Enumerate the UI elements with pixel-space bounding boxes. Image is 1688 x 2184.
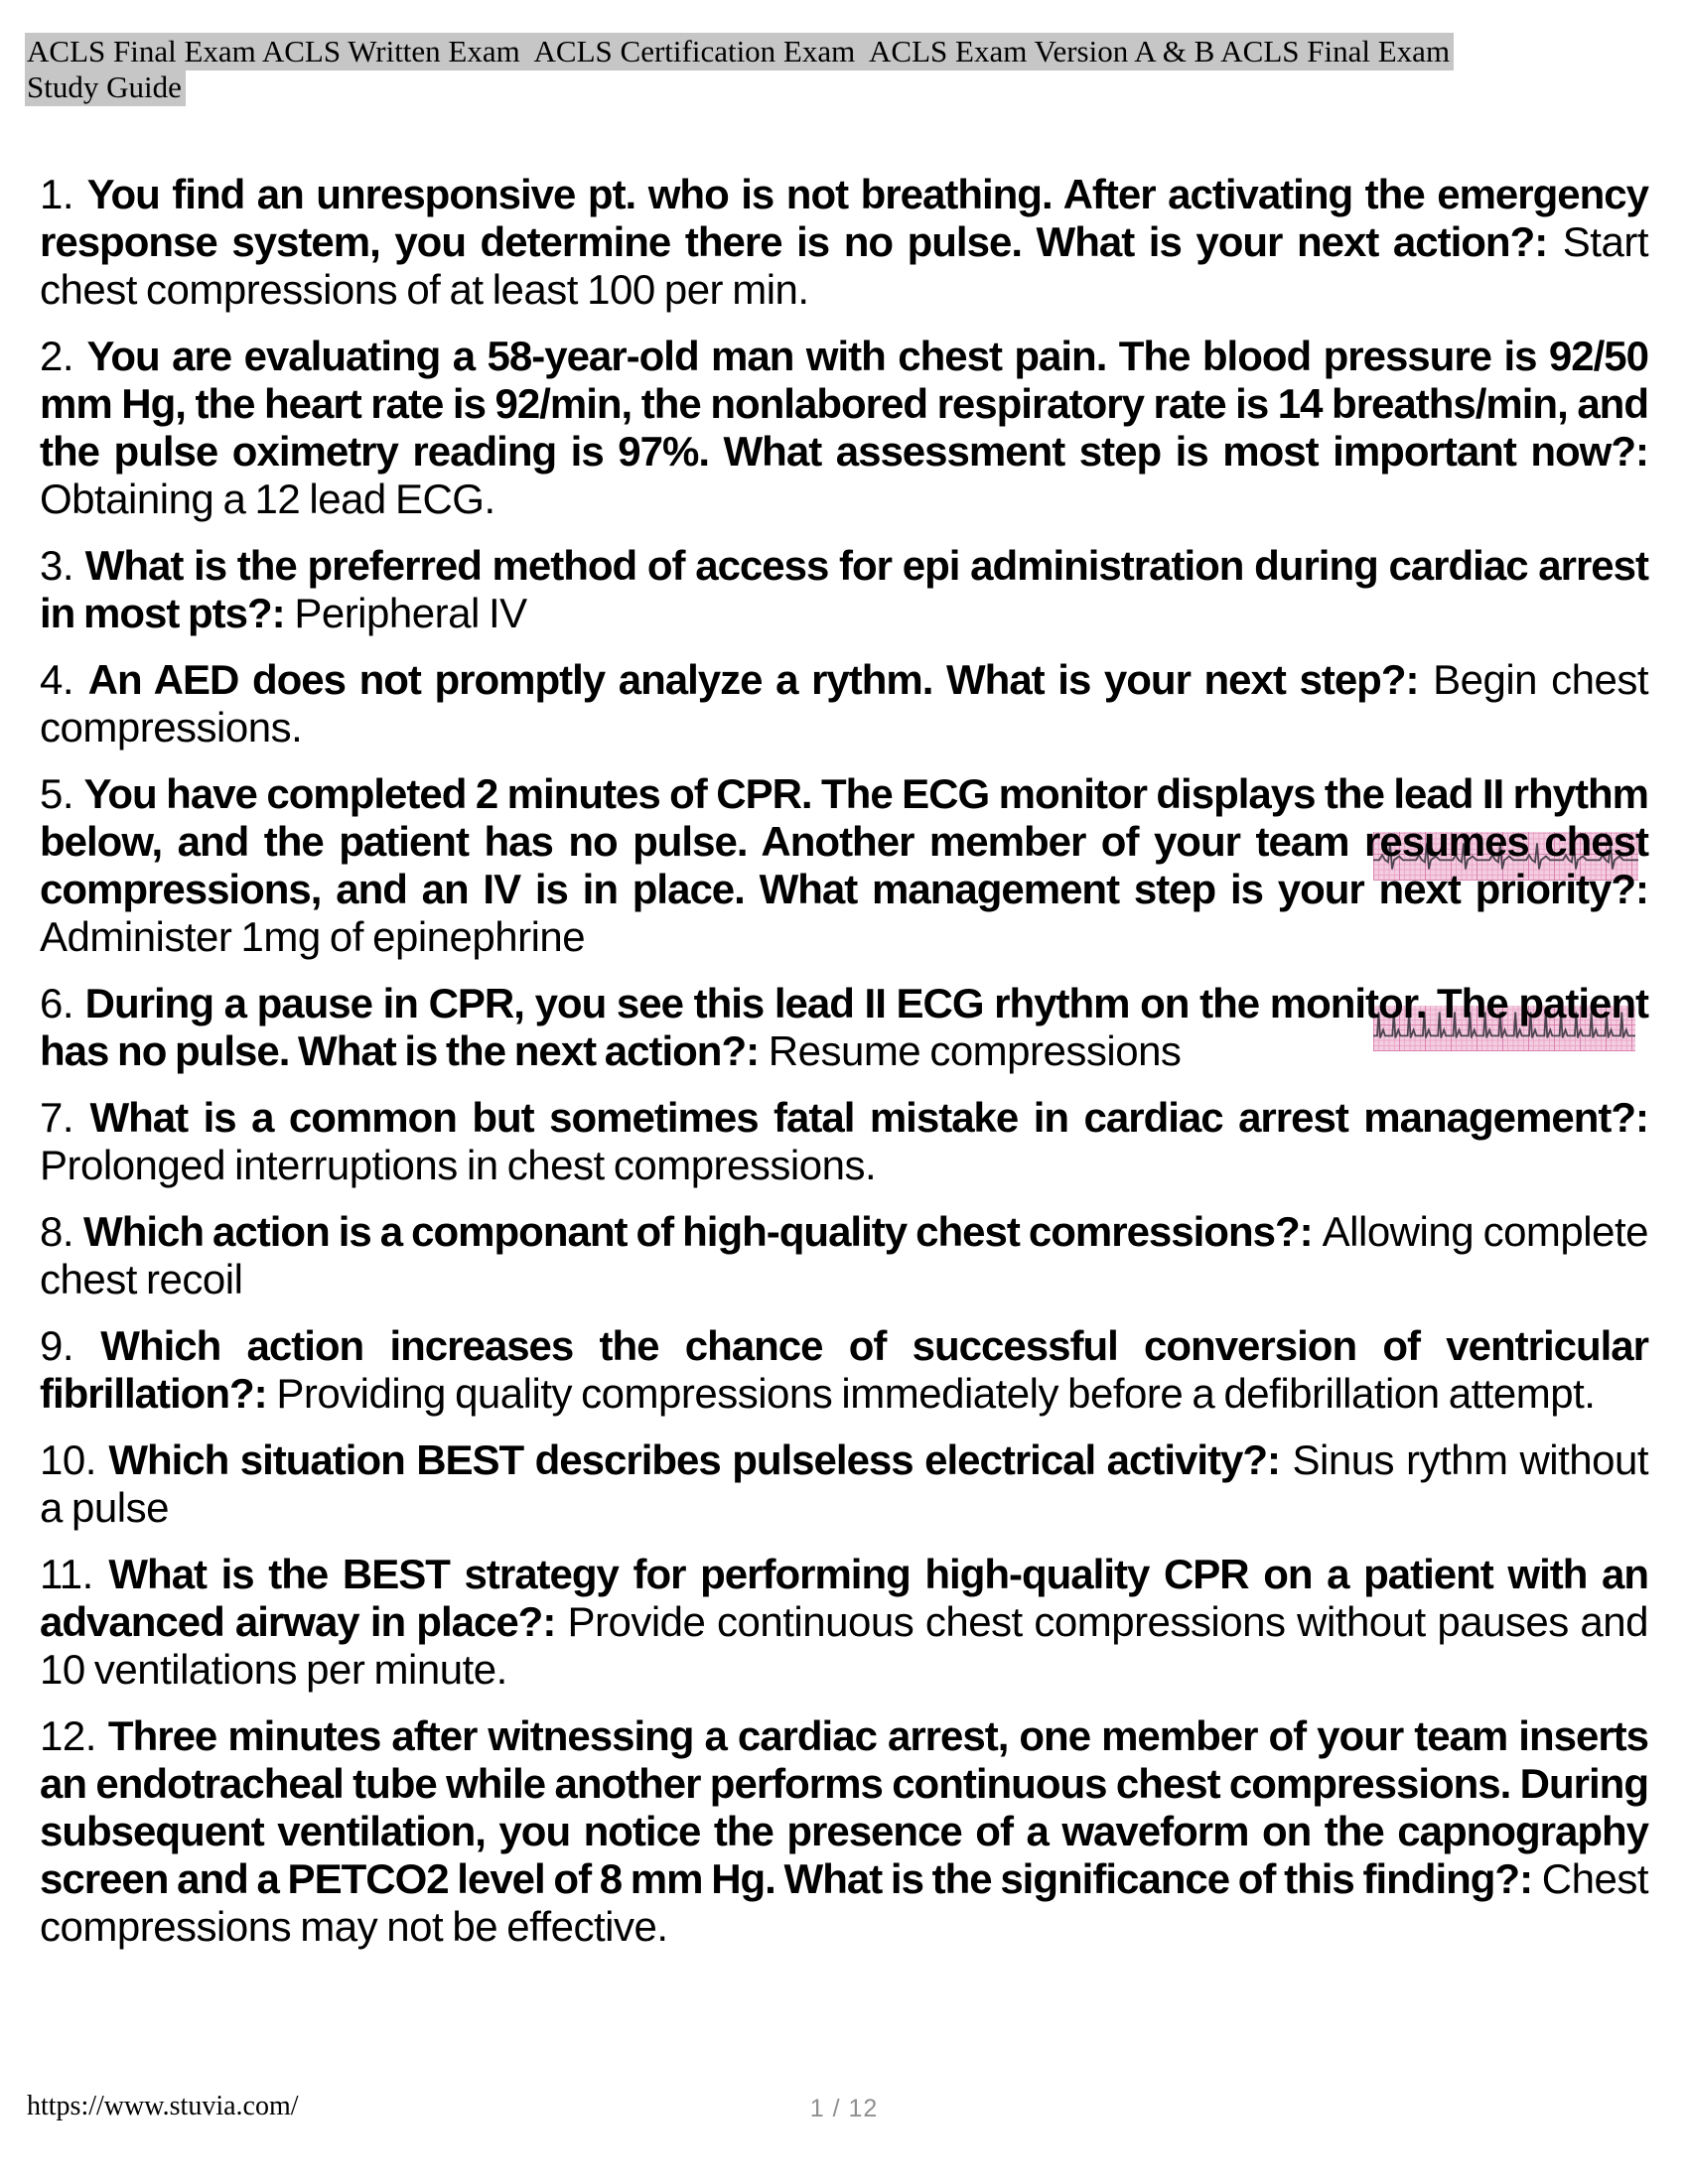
question-item: [40, 1551, 1648, 1694]
question-item: [40, 1208, 1648, 1303]
page-indicator: 1 / 12: [809, 2095, 879, 2122]
question-item: [40, 1436, 1648, 1532]
question-item: [40, 770, 1648, 961]
question-text: An AED does not promptly analyze a rythm. What is your next step?:: [87, 656, 1419, 703]
question-text: What is the BEST strategy for performing high-quality CPR on a patient with an advanced airway in place?:: [40, 1551, 1648, 1645]
answer-text: Begin chest compressions.: [40, 656, 1649, 751]
answer-text: Peripheral IV: [294, 590, 527, 636]
answer-text: Sinus rythm without a pulse: [40, 1436, 1649, 1531]
question-text: You have completed 2 minutes of CPR. The ECG monitor displays the lead II rhythm below, and the patient has no pulse. Another member of your team resumes chest compressions, and an IV is in place. What management step is your next priority?:: [40, 770, 1649, 912]
question-number: 12.: [40, 1712, 96, 1759]
question-item: [40, 656, 1648, 751]
question-text: Which action increases the chance of successful conversion of ventricular fibrillation?:: [40, 1322, 1648, 1417]
question-item: [40, 1094, 1648, 1189]
title-line-1: ACLS Final Exam ACLS Written Exam ACLS Certification Exam ACLS Exam Version A & B ACLS Final Exam: [25, 33, 1454, 70]
question-text: What is the preferred method of access for epi administration during cardiac arrest in most pts?:: [40, 542, 1648, 636]
question-number: 5.: [40, 770, 74, 817]
answer-text: Administer 1mg of epinephrine: [40, 913, 586, 960]
question-number: 2.: [40, 333, 74, 379]
answer-text: Allowing complete chest recoil: [40, 1208, 1648, 1302]
question-item: [40, 980, 1648, 1075]
answer-text: Prolonged interruptions in chest compressions.: [40, 1142, 877, 1188]
question-text: Three minutes after witnessing a cardiac arrest, one member of your team inserts an endotracheal tube while another performs continuous chest compressions. During subsequent ventilation, you notice the presence of a waveform on the capnography screen and a PETCO2 level of 8 mm Hg. What is the significance of this finding?:: [40, 1712, 1649, 1902]
question-number: 3.: [40, 542, 74, 589]
question-item: [40, 542, 1648, 637]
question-text: You find an unresponsive pt. who is not breathing. After activating the emergency response system, you determine there is no pulse. What is your next action?:: [40, 171, 1649, 265]
question-item: [40, 171, 1648, 314]
question-text: During a pause in CPR, you see this lead II ECG rhythm on the monitor. The patient has no pulse. What is the next action?:: [40, 980, 1649, 1074]
question-number: 10.: [40, 1436, 96, 1483]
answer-text: Start chest compressions of at least 100 per min.: [40, 218, 1648, 313]
question-item: [40, 1322, 1648, 1418]
question-number: 1.: [40, 171, 74, 217]
question-number: 4.: [40, 656, 74, 703]
questions-list: [40, 171, 1648, 1970]
question-text: Which situation BEST describes pulseless electrical activity?:: [108, 1436, 1281, 1483]
document-title: [25, 34, 1454, 105]
answer-text: Provide continuous chest compressions without pauses and 10 ventilations per minute.: [40, 1598, 1648, 1693]
question-number: 7.: [40, 1094, 74, 1141]
question-number: 8.: [40, 1208, 74, 1255]
question-item: [40, 1712, 1648, 1951]
answer-text: Chest compressions may not be effective.: [40, 1855, 1648, 1950]
question-text: Which action is a componant of high-quality chest comressions?:: [83, 1208, 1313, 1255]
question-item: [40, 333, 1648, 523]
question-number: 11.: [40, 1551, 93, 1597]
question-text: What is a common but sometimes fatal mistake in cardiac arrest management?:: [89, 1094, 1648, 1141]
question-text: You are evaluating a 58-year-old man with chest pain. The blood pressure is 92/50 mm Hg, the heart rate is 92/min, the nonlabored respiratory rate is 14 breaths/min, and the pulse oximetry reading is 97%. What assessment step is most important now?:: [40, 333, 1648, 475]
answer-text: Resume compressions: [768, 1027, 1182, 1074]
title-line-2: Study Guide: [25, 68, 186, 106]
question-number: 6.: [40, 980, 74, 1026]
answer-text: Obtaining a 12 lead ECG.: [40, 476, 495, 522]
question-number: 9.: [40, 1322, 74, 1369]
answer-text: Providing quality compressions immediately before a defibrillation attempt.: [276, 1370, 1596, 1417]
footer-url-link[interactable]: https://www.stuvia.com/: [27, 2091, 299, 2121]
